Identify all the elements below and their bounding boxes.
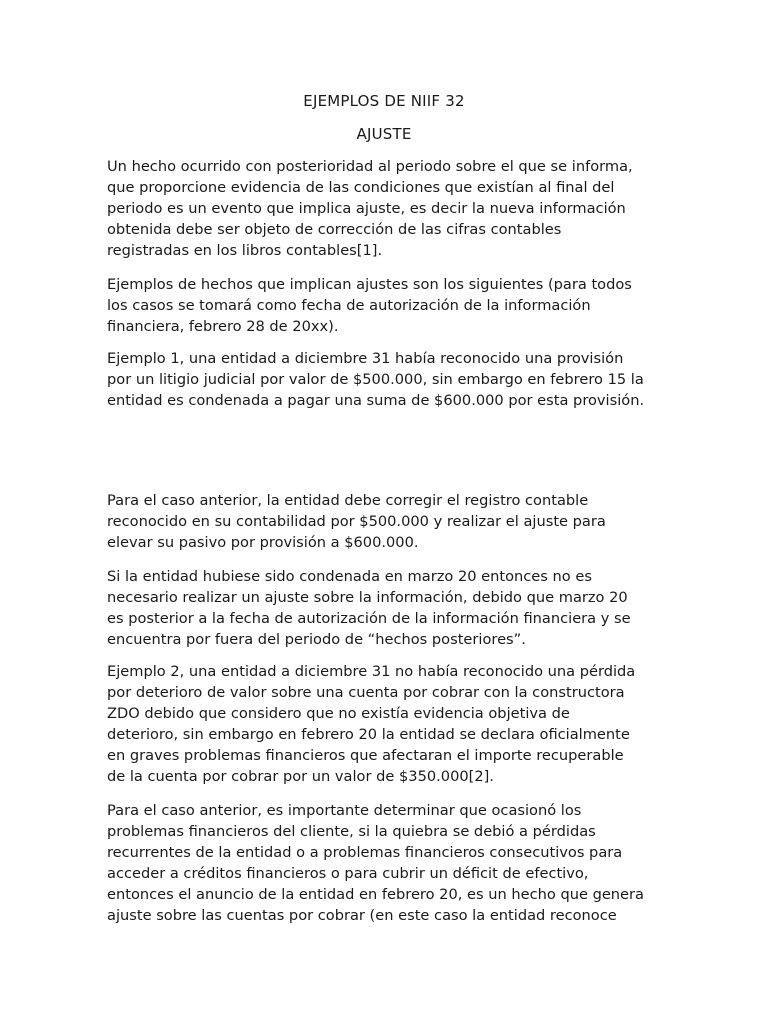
document-title: EJEMPLOS DE NIIF 32: [303, 92, 465, 110]
paragraph-example-1-analysis: Para el caso anterior, la entidad debe corregir el registro contable reconocido en su contabilidad por $500.000 y realizar el ajuste para elevar su pasivo por provisión a $600.000.: [107, 492, 606, 551]
section-heading: AJUSTE: [356, 125, 412, 143]
paragraph-example-1: Ejemplo 1, una entidad a diciembre 31 había reconocido una provisión por un litigio judicial por valor de $500.000, sin embargo en febrero 15 la entidad es condenada a pagar una suma de $600.000 por esta provisión.: [107, 350, 645, 409]
paragraph-example-2-analysis: Para el caso anterior, es importante determinar que ocasionó los problemas financieros del cliente, si la quiebra se debió a pérdidas recurrentes de la entidad o a problemas financieros consecutivos para acceder a créditos financieros o para cubrir un déficit de efectivo, entonces el anuncio de la entidad en febrero 20, es un hecho que genera ajuste sobre las cuentas por cobrar (en este caso la entidad reconoce: [107, 802, 644, 924]
paragraph-examples-intro: Ejemplos de hechos que implican ajustes son los siguientes (para todos los casos se tomará como fecha de autorización de la información financiera, febrero 28 de 20xx).: [107, 276, 632, 335]
paragraph-example-1-alternative: Si la entidad hubiese sido condenada en marzo 20 entonces no es necesario realizar un ajuste sobre la información, debido que marzo 20 es posterior a la fecha de autorización de la información financiera y se encuentra por fuera del periodo de “hechos posteriores”.: [107, 568, 631, 648]
paragraph-example-2: Ejemplo 2, una entidad a diciembre 31 no había reconocido una pérdida por deterioro de valor sobre una cuenta por cobrar con la constructora ZDO debido que considero que no existía evidencia objetiva de deterioro, sin embargo en febrero 20 la entidad se declara oficialmente en graves problemas financieros que afectaran el importe recuperable de la cuenta por cobrar por un valor de $350.000[2].: [107, 663, 636, 785]
paragraph-definition: Un hecho ocurrido con posterioridad al periodo sobre el que se informa, que proporcione evidencia de las condiciones que existían al final del periodo es un evento que implica ajuste, es decir la nueva información obtenida debe ser objeto de corrección de las cifras contables registradas en los libros contables[1].: [107, 158, 633, 259]
